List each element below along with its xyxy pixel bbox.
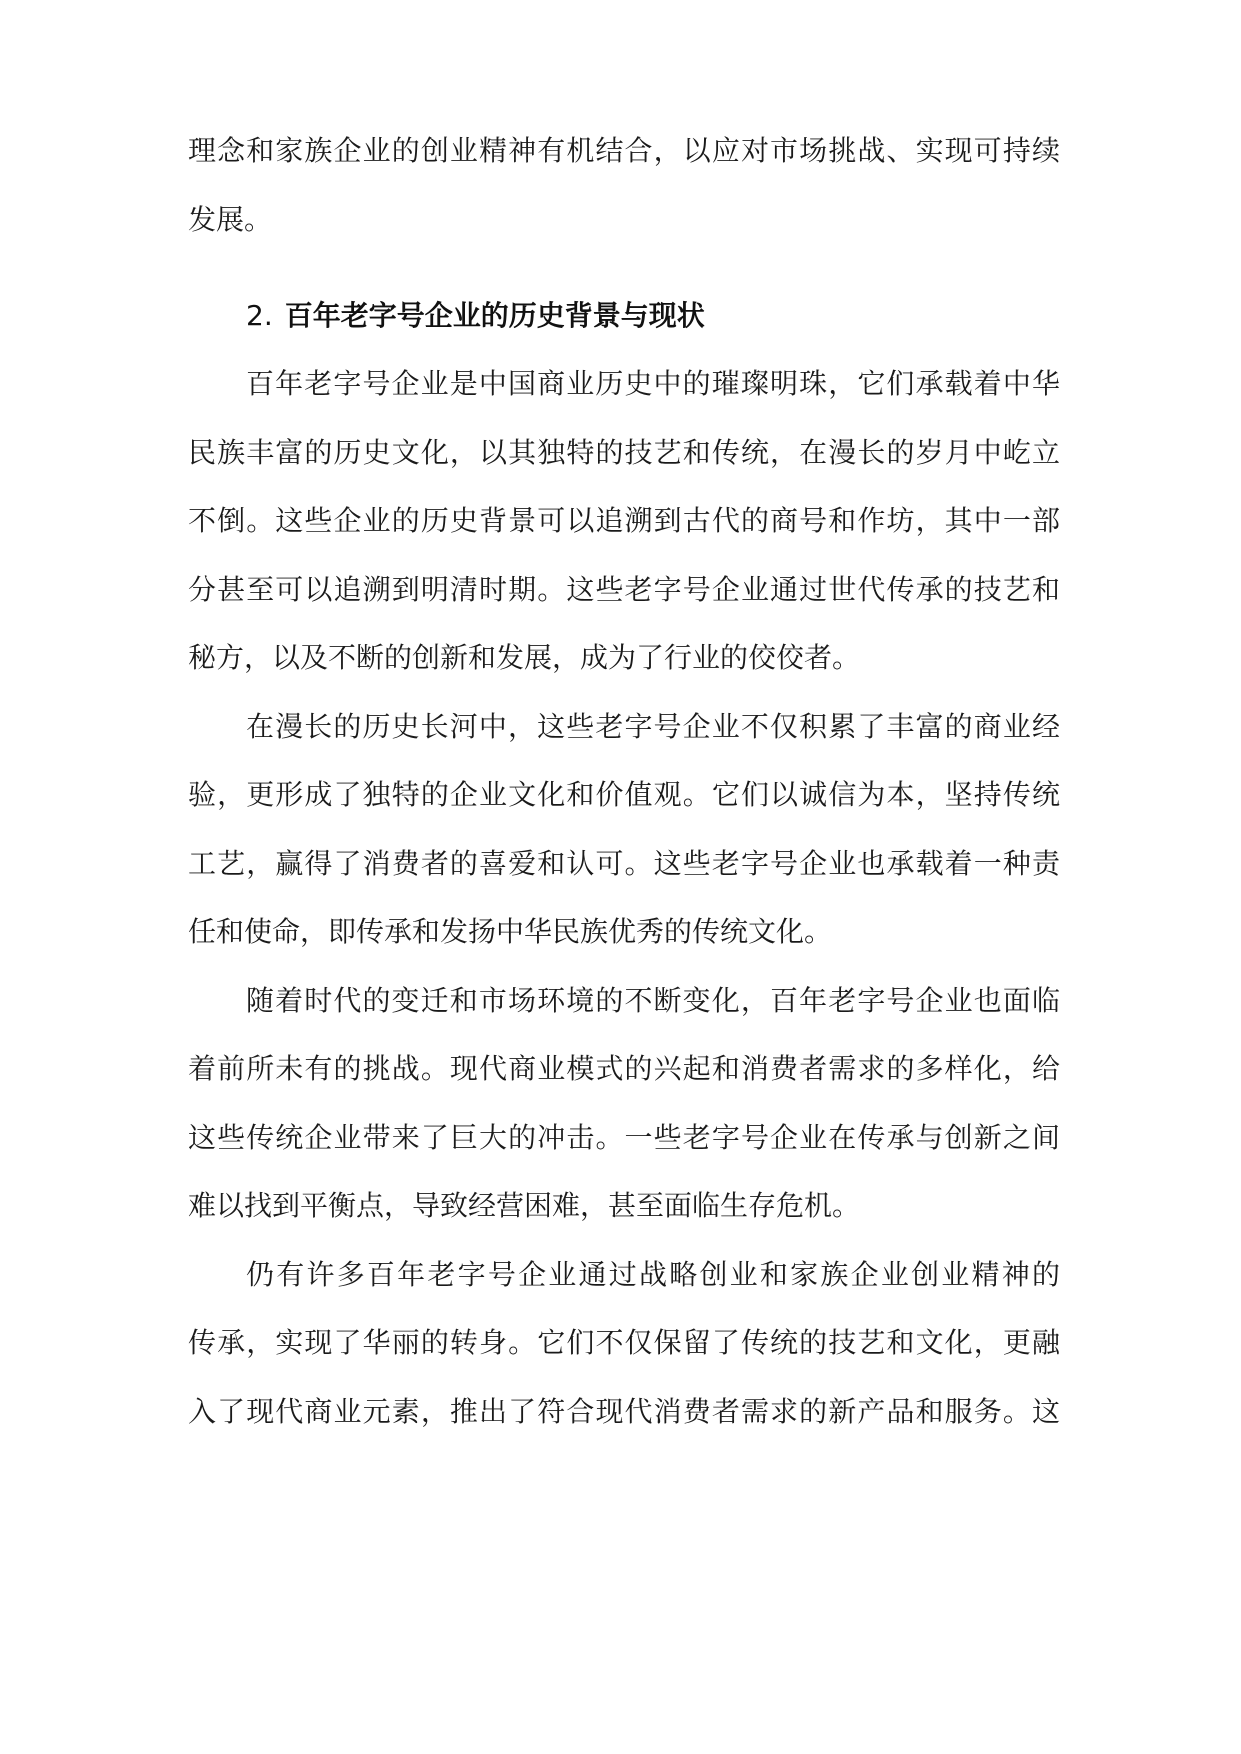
paragraph-1-line-2: 民族丰富的历史文化，以其独特的技艺和传统，在漫长的岁月中屹立 [188,436,1060,469]
paragraph-3-line-1: 随着时代的变迁和市场环境的不断变化，百年老字号企业也面临 [246,984,1060,1017]
paragraph-4-line-3: 入了现代商业元素，推出了符合现代消费者需求的新产品和服务。这 [188,1395,1060,1428]
paragraph-4-line-2: 传承，实现了华丽的转身。它们不仅保留了传统的技艺和文化，更融 [188,1326,1060,1359]
paragraph-1-line-4: 分甚至可以追溯到明清时期。这些老字号企业通过世代传承的技艺和 [188,573,1060,606]
continuation-line-2: 发展。 [188,203,273,236]
continuation-line-1: 理念和家族企业的创业精神有机结合，以应对市场挑战、实现可持续 [188,134,1060,167]
paragraph-3-line-2: 着前所未有的挑战。现代商业模式的兴起和消费者需求的多样化，给 [188,1052,1060,1085]
paragraph-1-line-1: 百年老字号企业是中国商业历史中的璀璨明珠，它们承载着中华 [246,367,1060,400]
section-number: 2. [246,299,273,332]
paragraph-2-line-1: 在漫长的历史长河中，这些老字号企业不仅积累了丰富的商业经 [246,710,1060,743]
paragraph-1-line-5: 秘方，以及不断的创新和发展，成为了行业的佼佼者。 [188,641,861,674]
paragraph-1-line-3: 不倒。这些企业的历史背景可以追溯到古代的商号和作坊，其中一部 [188,504,1060,537]
paragraph-2-line-3: 工艺，赢得了消费者的喜爱和认可。这些老字号企业也承载着一种责 [188,847,1060,880]
paragraph-2-line-2: 验，更形成了独特的企业文化和价值观。它们以诚信为本，坚持传统 [188,778,1060,811]
paragraph-4-line-1: 仍有许多百年老字号企业通过战略创业和家族企业创业精神的 [246,1258,1060,1291]
paragraph-3-line-4: 难以找到平衡点，导致经营困难，甚至面临生存危机。 [188,1189,861,1222]
paragraph-2-line-4: 任和使命，即传承和发扬中华民族优秀的传统文化。 [188,915,833,948]
paragraph-3-line-3: 这些传统企业带来了巨大的冲击。一些老字号企业在传承与创新之间 [188,1121,1060,1154]
section-heading [246,296,705,336]
section-title: 百年老字号企业的历史背景与现状 [284,299,705,332]
